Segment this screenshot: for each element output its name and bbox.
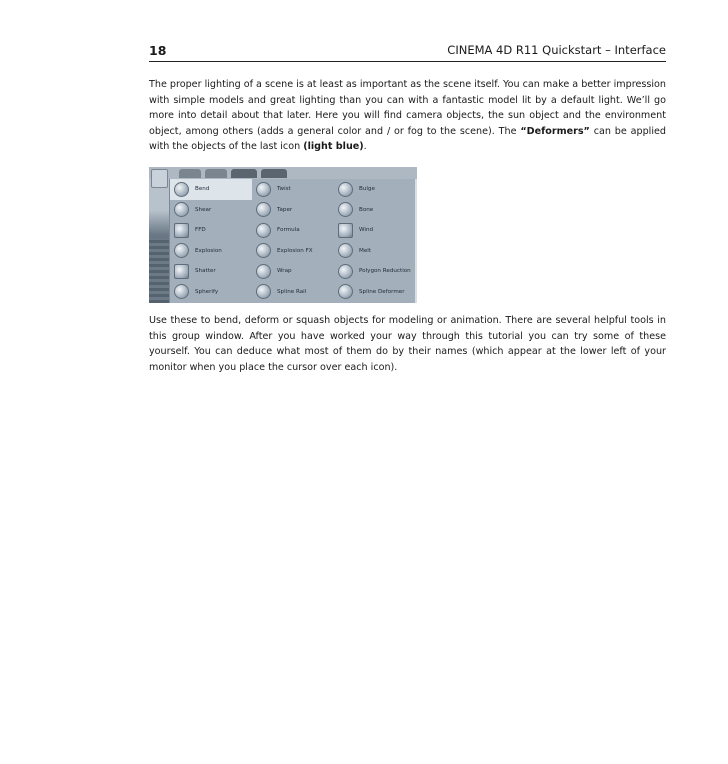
page-header bbox=[149, 43, 666, 63]
deformer-item-twist[interactable] bbox=[252, 179, 334, 200]
page-number: 18 bbox=[149, 43, 167, 58]
deformer-item-spline-deformer[interactable] bbox=[334, 282, 416, 303]
intro-text-c: . bbox=[363, 141, 367, 153]
explosion-fx-icon bbox=[256, 243, 271, 258]
deformer-item-ffd[interactable] bbox=[170, 220, 252, 241]
deformer-label: Spline Rail bbox=[277, 288, 307, 295]
deformer-label: Melt bbox=[359, 247, 372, 254]
deformer-label: Polygon Reduction bbox=[359, 268, 411, 275]
formula-icon bbox=[256, 223, 271, 238]
viewport-strip bbox=[149, 179, 169, 303]
shatter-icon bbox=[174, 264, 189, 279]
deformer-label: Bulge bbox=[359, 186, 375, 193]
deformer-label: Shear bbox=[195, 206, 212, 213]
shear-icon bbox=[174, 202, 189, 217]
bone-icon bbox=[338, 202, 353, 217]
deformer-label: Spline Deformer bbox=[359, 288, 405, 295]
explosion-icon bbox=[174, 243, 189, 258]
polygon-reduction-icon bbox=[338, 264, 353, 279]
deformer-item-wind[interactable] bbox=[334, 220, 416, 241]
deformer-column bbox=[252, 179, 334, 302]
intro-paragraph bbox=[149, 77, 666, 155]
bulge-icon bbox=[338, 182, 353, 197]
deformer-item-taper[interactable] bbox=[252, 200, 334, 221]
header-rule bbox=[149, 61, 666, 62]
deformer-label: Wind bbox=[359, 227, 374, 234]
deformer-label: Bone bbox=[359, 206, 374, 213]
palette-tab bbox=[179, 169, 201, 178]
deformers-term: “Deformers” bbox=[520, 125, 590, 137]
melt-icon bbox=[338, 243, 353, 258]
deformer-item-bulge[interactable] bbox=[334, 179, 416, 200]
deformer-item-formula[interactable] bbox=[252, 220, 334, 241]
deformer-group-icon bbox=[151, 169, 168, 188]
deformer-item-spline-rail[interactable] bbox=[252, 282, 334, 303]
palette-tab bbox=[261, 169, 287, 178]
deformer-list-panel bbox=[169, 179, 417, 303]
deformer-label: Twist bbox=[277, 186, 291, 193]
deformer-label: Formula bbox=[277, 227, 300, 234]
twist-icon bbox=[256, 182, 271, 197]
deformer-item-shear[interactable] bbox=[170, 200, 252, 221]
deformer-item-wrap[interactable] bbox=[252, 261, 334, 282]
deformer-label: Shatter bbox=[195, 268, 216, 275]
palette-tab bbox=[231, 169, 257, 178]
deformer-column bbox=[334, 179, 416, 302]
light-blue-term: (light blue) bbox=[303, 141, 364, 153]
deformer-item-shatter[interactable] bbox=[170, 261, 252, 282]
deformer-label: Explosion FX bbox=[277, 247, 313, 254]
deformer-item-bone[interactable] bbox=[334, 200, 416, 221]
spherify-icon bbox=[174, 284, 189, 299]
running-title: CINEMA 4D R11 Quickstart – Interface bbox=[447, 43, 666, 57]
deformer-column bbox=[170, 179, 252, 302]
deformer-label: Bend bbox=[195, 186, 210, 193]
spline-rail-icon bbox=[256, 284, 271, 299]
deformer-palette-screenshot bbox=[149, 167, 417, 303]
deformer-item-explosion-fx[interactable] bbox=[252, 241, 334, 262]
palette-tabstrip bbox=[149, 167, 417, 179]
bend-icon bbox=[174, 182, 189, 197]
ffd-icon bbox=[174, 223, 189, 238]
deformer-label: Taper bbox=[277, 206, 293, 213]
spline-deformer-icon bbox=[338, 284, 353, 299]
deformer-item-polygon-reduction[interactable] bbox=[334, 261, 416, 282]
deformer-item-spherify[interactable] bbox=[170, 282, 252, 303]
deformer-item-melt[interactable] bbox=[334, 241, 416, 262]
deformer-label: Wrap bbox=[277, 268, 292, 275]
deformer-item-explosion[interactable] bbox=[170, 241, 252, 262]
deformer-label: Explosion bbox=[195, 247, 222, 254]
deformer-label: FFD bbox=[195, 227, 206, 234]
intro-text-b: can be applied with the objects of the last icon bbox=[149, 125, 666, 153]
deformer-item-bend[interactable] bbox=[170, 179, 252, 200]
usage-paragraph: Use these to bend, deform or squash objects for modeling or animation. There are several helpful tools in this group window. After you have worked your way through this tutorial you can try some of these yourself. You can deduce what most of them do by their names (which appear at the lower left of your monitor when you place the cursor over each icon). bbox=[149, 315, 666, 373]
wind-flag-icon bbox=[338, 223, 353, 238]
intro-text-a: The proper lighting of a scene is at least as important as the scene itself. You can make a better impression with simple models and great lighting than you can with a fantastic model lit by a default light. We’ll go more into detail about that later. Here you will find camera objects, the sun object and the environment object, among others (adds a general color and / or fog to the scene). The bbox=[149, 79, 666, 137]
palette-tab bbox=[205, 169, 227, 178]
wrap-icon bbox=[256, 264, 271, 279]
palette-edge bbox=[415, 179, 417, 303]
deformer-label: Spherify bbox=[195, 288, 219, 295]
taper-icon bbox=[256, 202, 271, 217]
